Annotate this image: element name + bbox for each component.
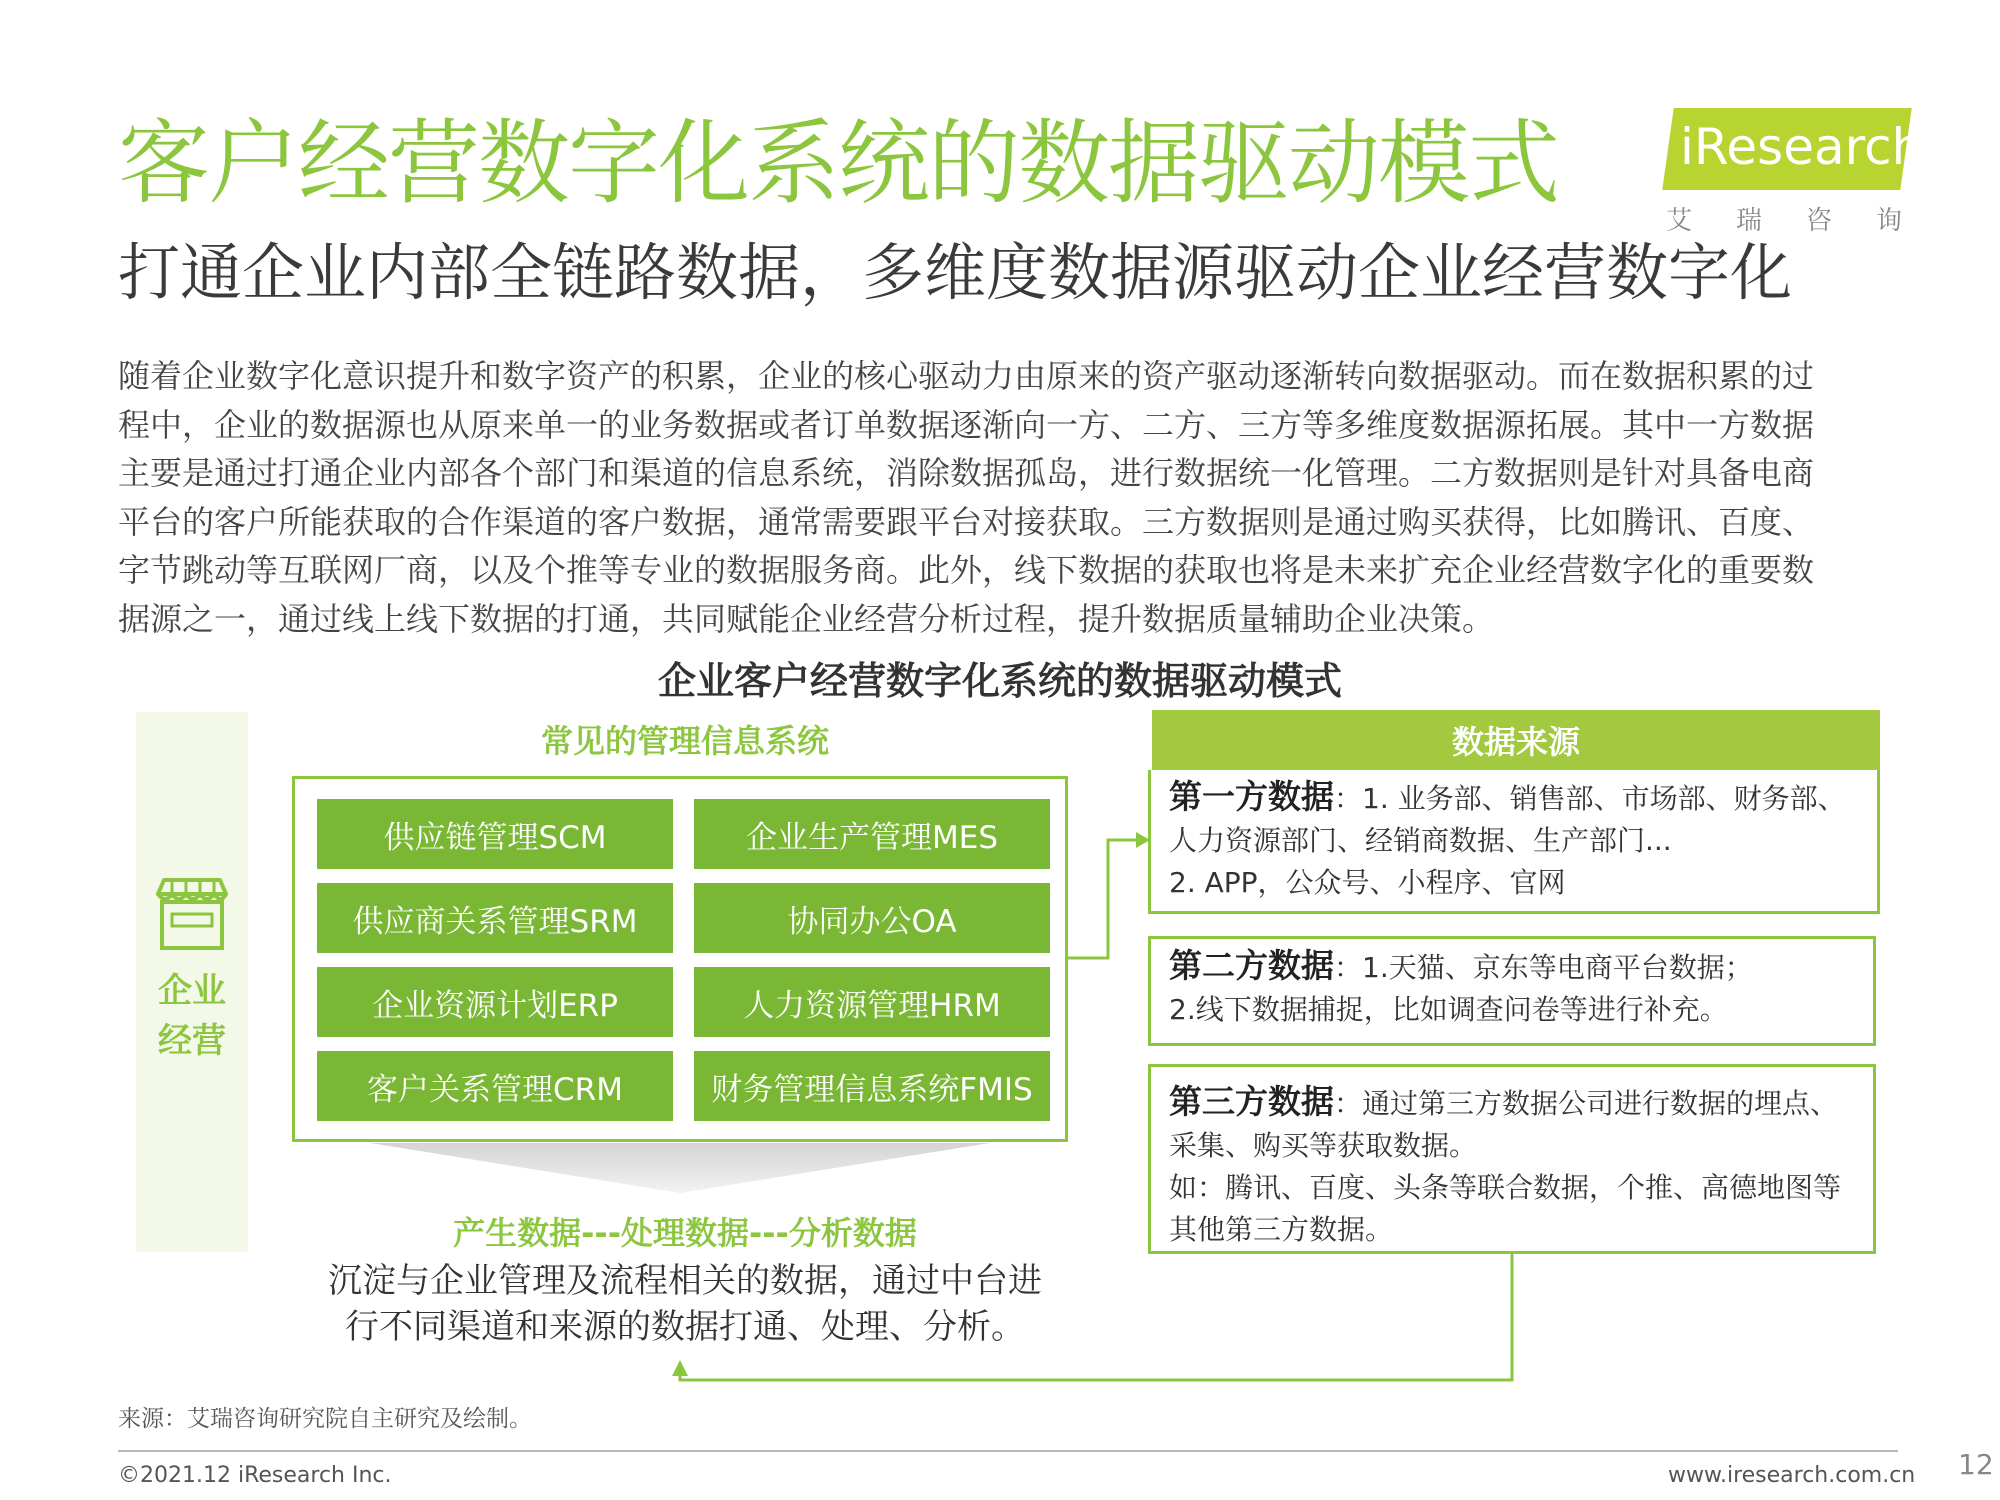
system-oa: 协同办公OA [694, 883, 1050, 953]
system-srm: 供应商关系管理SRM [317, 883, 673, 953]
source-line: 通过第三方数据公司进行数据的埋点、 [1362, 1087, 1839, 1120]
system-mes: 企业生产管理MES [694, 799, 1050, 869]
page-title: 客户经营数字化系统的数据驱动模式 [118, 110, 1559, 217]
band-label-line: 企业 [158, 971, 226, 1011]
source-third-party [1148, 1064, 1876, 1254]
system-fmis: 财务管理信息系统FMIS [694, 1051, 1050, 1121]
logo-i: i [1680, 118, 1694, 176]
source-line: 1.天猫、京东等电商平台数据； [1362, 951, 1753, 984]
page-subtitle: 打通企业内部全链路数据，多维度数据源驱动企业经营数字化 [118, 236, 1793, 309]
flow-desc-line: 行不同渠道和来源的数据打通、处理、分析。 [345, 1307, 1025, 1347]
paragraph-line: 程中，企业的数据源也从原来单一的业务数据或者订单数据逐渐向一方、二方、三方等多维度数据源拓展。其中一方数据 [118, 405, 1815, 444]
footer-divider [118, 1450, 1898, 1452]
band-label-line: 经营 [158, 1021, 226, 1061]
source-note: 来源：艾瑞咨询研究院自主研究及绘制。 [118, 1406, 532, 1432]
paragraph-line: 随着企业数字化意识提升和数字资产的积累，企业的核心驱动力由原来的资产驱动逐渐转向数据驱动。而在数据积累的过 [118, 357, 1815, 395]
source-second-party [1148, 936, 1876, 1046]
source-name: 第三方数据 [1169, 1082, 1334, 1121]
source-line: 如：腾讯、百度、头条等联合数据，个推、高德地图等 [1169, 1171, 1842, 1204]
store-icon [150, 870, 234, 954]
enterprise-label [136, 966, 248, 1066]
website-url: www.iresearch.com.cn [1668, 1463, 1916, 1488]
system-erp: 企业资源计划ERP [317, 967, 673, 1037]
source-name: 第二方数据 [1169, 946, 1334, 985]
arrow-head-up [672, 1360, 688, 1376]
source-sep: ： [1334, 1087, 1363, 1120]
paragraph-line: 主要是通过打通企业内部各个部门和渠道的信息系统，消除数据孤岛，进行数据统一化管理。二方数据则是针对具备电商 [118, 454, 1815, 492]
source-line: 1. 业务部、销售部、市场部、财务部、 [1362, 782, 1846, 815]
system-hrm: 人力资源管理HRM [694, 967, 1050, 1037]
flow-desc-line: 沉淀与企业管理及流程相关的数据，通过中台进 [328, 1261, 1042, 1301]
source-line: 其他第三方数据。 [1169, 1213, 1394, 1246]
source-sep: ： [1334, 782, 1363, 815]
systems-to-sources-arrow [1068, 840, 1140, 958]
intro-paragraph [118, 352, 1908, 643]
system-scm: 供应链管理SCM [317, 799, 673, 869]
source-sep: ： [1334, 951, 1363, 984]
source-name: 第一方数据 [1169, 777, 1334, 816]
page-number: 12 [1958, 1448, 1994, 1481]
source-line: 采集、购买等获取数据。 [1169, 1129, 1478, 1162]
flow-label: 产生数据---处理数据---分析数据 [453, 1214, 917, 1252]
source-line: 2. APP，公众号、小程序、官网 [1169, 866, 1566, 899]
paragraph-line: 平台的客户所能获取的合作渠道的客户数据，通常需要跟平台对接获取。三方数据则是通过购买获得，比如腾讯、百度、 [118, 502, 1815, 541]
source-first-party [1148, 770, 1880, 914]
paragraph-line: 字节跳动等互联网厂商，以及个推等专业的数据服务商。此外，线下数据的获取也将是未来扩充企业经营数字化的重要数 [118, 551, 1815, 589]
logo-brand: Research [1693, 118, 1924, 176]
system-crm: 客户关系管理CRM [317, 1051, 673, 1121]
source-line: 2.线下数据捕捉，比如调查问卷等进行补充。 [1169, 993, 1728, 1026]
diagram-title: 企业客户经营数字化系统的数据驱动模式 [657, 659, 1342, 703]
logo-wordmark [1680, 118, 1923, 176]
source-line: 人力资源部门、经销商数据、生产部门... [1169, 824, 1672, 857]
sources-header: 数据来源 [1152, 710, 1880, 770]
systems-label: 常见的管理信息系统 [540, 722, 829, 760]
copyright: ©2021.12 iResearch Inc. [118, 1463, 392, 1488]
funnel-shape [370, 1143, 990, 1193]
paragraph-line: 据源之一，通过线上线下数据的打通，共同赋能企业经营分析过程，提升数据质量辅助企业决策。 [118, 599, 1495, 638]
logo-chinese: 艾瑞咨询 [1666, 206, 1947, 236]
flow-description [290, 1258, 1080, 1350]
iresearch-logo [1660, 108, 1947, 236]
systems-box [292, 776, 1068, 1142]
